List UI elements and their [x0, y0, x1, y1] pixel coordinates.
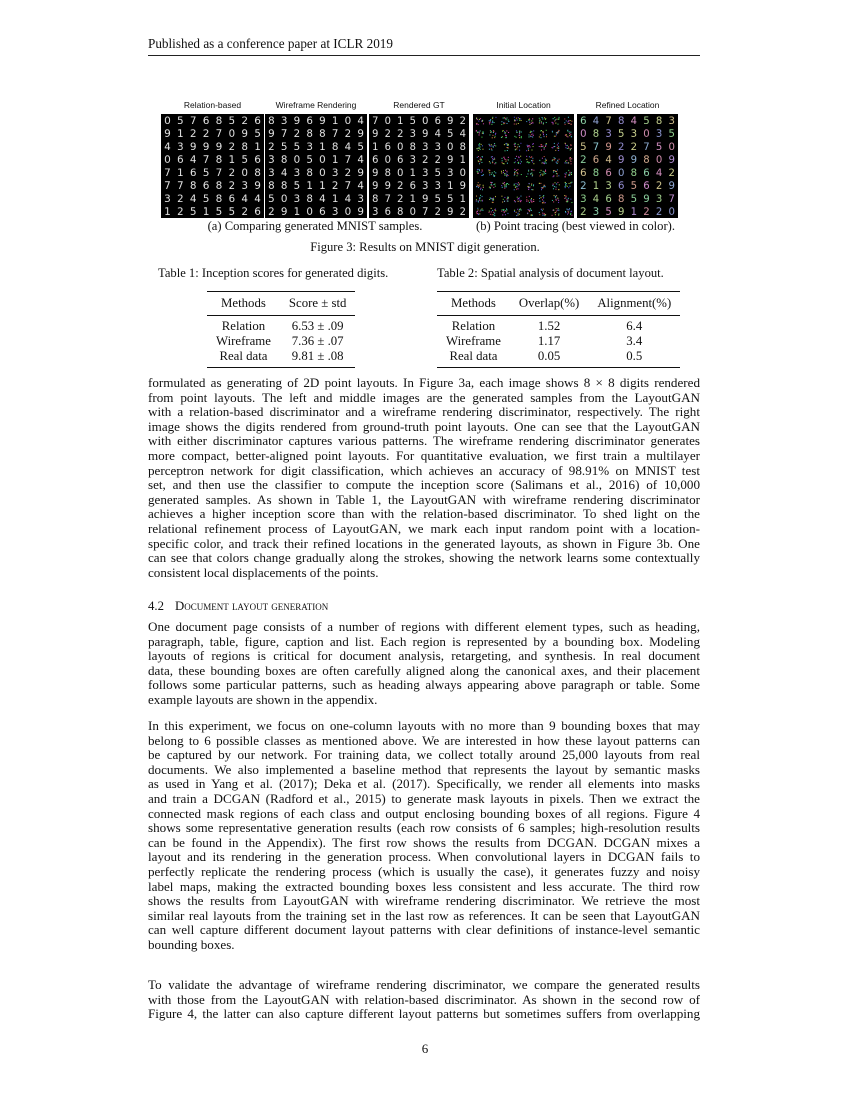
table-row	[207, 334, 355, 349]
panel-label: Relation-based	[183, 100, 242, 110]
text-line: more compact, better-aligned point layouts. For quantitative evaluation, we first train a multilayer	[148, 447, 700, 463]
text-line: In this experiment, we focus on one-column layouts with no more than 9 bounding boxes that may	[148, 718, 700, 733]
text-line: Figure 4, the latter can also capture different layout patterns but sometimes suffers from overlapping	[148, 1006, 700, 1022]
panel-label: Wireframe Rendering	[275, 100, 357, 110]
subcaption-a: (a) Comparing generated MNIST samples.	[207, 219, 423, 233]
text-line: image shows the digits rendered from ground-truth point layouts. One can see that the LayoutGAN	[148, 418, 700, 434]
text-line: data, these bounding boxes are often carefully aligned along the canonical axes, and their placement	[148, 662, 700, 678]
refined-location-image	[577, 114, 678, 218]
cell: Real data	[207, 349, 280, 368]
text-line: with those from the LayoutGAN with relation-based discriminator. As shown in the second row of	[148, 991, 700, 1007]
cell: 3.4	[626, 334, 643, 348]
text-line: from point layouts. The left and middle images are the generated samples from the LayoutGAN	[148, 389, 700, 405]
text-line: One document page consists of a number of regions with different element types, such as heading,	[148, 619, 700, 634]
text-line: bounding boxes.	[148, 936, 235, 952]
cell: 1.52	[537, 319, 561, 333]
text-line: can be found in the Appendix). The first row shows the results from DCGAN. DCGAN mixes a	[148, 834, 700, 850]
text-line: relational refinement process of LayoutGAN, we mark each input random point with a location-	[148, 520, 700, 536]
cell: 9.81 ± .08	[280, 349, 356, 368]
header-rule	[148, 55, 700, 56]
cell: Wireframe	[446, 334, 501, 348]
cell: Wireframe	[216, 334, 271, 348]
text-line: documents. We also implemented a baseline method that represents the layout by semantic masks	[148, 761, 700, 777]
cell: Relation	[451, 319, 496, 333]
cell: 6.53 ± .09	[291, 319, 344, 333]
cell: 0.05	[510, 349, 588, 368]
text-line: generated samples. As shown in Table 1, the LayoutGAN with wireframe rendering discriminator	[148, 491, 700, 507]
section-number: 4.2	[148, 599, 164, 613]
paragraph-mnist-results	[148, 376, 700, 580]
table-1	[207, 291, 355, 368]
table-row	[207, 349, 355, 368]
paragraph-document-layout	[148, 620, 700, 708]
rendered-gt-digits-image	[369, 114, 469, 218]
column-header: Overlap(%)	[510, 292, 588, 316]
text-line: To validate the advantage of wireframe rendering discriminator, we compare the generated results	[148, 977, 700, 992]
text-line: as used in Yang et al. (2017); Deka et al. (2017). Specifically, we render all elements into masks	[148, 776, 700, 792]
paragraph-validation	[148, 978, 700, 1022]
text-line: similar real layouts from the training set in the last row as references. It can be seen that LayoutGAN	[148, 907, 700, 923]
column-header: Alignment(%)	[588, 292, 680, 316]
text-line: label maps, making the extracted bounding boxes less consistent and less accurate. The third row	[148, 878, 700, 894]
table1-caption: Table 1: Inception scores for generated digits.	[158, 266, 389, 280]
cell: Relation	[221, 319, 266, 333]
text-line: connected mask regions of each class and output enclosing bounding boxes of all regions. Figure 4	[148, 805, 700, 821]
table-row	[437, 334, 680, 349]
text-line: consistent local displacements of the points.	[148, 564, 379, 580]
figure-caption: Figure 3: Results on MNIST digit generation.	[310, 240, 540, 254]
text-line: paragraph, table, figure, caption and list. Each region is represented by a bounding box. Modeling	[148, 633, 700, 649]
cell: 0.5	[588, 349, 680, 368]
panel-label: Initial Location	[496, 100, 551, 110]
running-header: Published as a conference paper at ICLR 2019	[148, 36, 393, 51]
section-title: Document layout generation	[175, 599, 329, 613]
cell: Real data	[437, 349, 510, 368]
cell: 1.17	[537, 334, 561, 348]
column-header: Methods	[207, 292, 280, 316]
cell: 7.36 ± .07	[291, 334, 344, 348]
subcaption-b: (b) Point tracing (best viewed in color).	[476, 219, 675, 233]
section-heading	[148, 599, 328, 614]
text-line: specific color, and track their refined locations in the generated layouts, as shown in Figure 3b. One	[148, 535, 700, 551]
panel-label: Rendered GT	[393, 100, 445, 110]
text-line: perfectly replicate the rendering process (which is usually the case), it generates fuzzy and noisy	[148, 863, 700, 879]
column-header: Score ± std	[280, 292, 356, 316]
table-2	[437, 291, 680, 368]
text-line: example layouts are shown in the appendix.	[148, 691, 378, 707]
text-line: set, and then use the classifier to compute the inception score (Salimans et al., 2016) of 10,000	[148, 477, 700, 493]
text-line: with either discriminator captures various patterns. The wireframe rendering discriminator generates	[148, 433, 700, 449]
paragraph-experiment	[148, 719, 700, 953]
text-line: can well capture different document layout patterns with clear definitions of instance-level semantic	[148, 922, 700, 938]
text-line: formulated as generating of 2D point layouts. In Figure 3a, each image shows 8 × 8 digits rendered	[148, 375, 700, 390]
table-row	[437, 316, 680, 335]
text-line: be captured by our network. For training data, we collect totally around 25,000 layouts from real	[148, 747, 700, 763]
text-line: and train a DCGAN (Radford et al., 2015) to generate mask layouts in pixels. Then we extract the	[148, 790, 700, 806]
panel-label: Refined Location	[595, 100, 660, 110]
column-header: Methods	[437, 292, 510, 316]
relation-based-digits-image	[161, 114, 264, 218]
table2-caption: Table 2: Spatial analysis of document layout.	[437, 266, 664, 280]
text-line: with a relation-based discriminator and a wireframe rendering discriminator, respectively. The right	[148, 404, 700, 420]
text-line: can see that colors change gradually along the strokes, showing the network learns some contextually	[148, 550, 700, 566]
text-line: belong to 6 possible classes as mentioned above. We are interested in how these layout patterns can	[148, 732, 700, 748]
initial-location-image	[473, 114, 574, 218]
text-line: layouts of regions is critical for document analysis, retargeting, and synthesis. In real document	[148, 648, 700, 664]
table-row	[437, 349, 680, 368]
text-line: shows the results from LayoutGAN with wireframe rendering discriminator. We retrieve the most	[148, 893, 700, 909]
table-row	[207, 316, 355, 335]
cell: 6.4	[626, 319, 643, 333]
text-line: achieves a higher inception score than with the relation-based discriminator. To shed light on the	[148, 506, 700, 522]
page-number: 6	[421, 1041, 429, 1056]
text-line: shows some representative generation results (each row consists of 6 samples; high-resolution results	[148, 820, 700, 836]
text-line: layout and its rendering in the generation process. When convolutional layers in DCGAN fails to	[148, 849, 700, 865]
wireframe-rendering-digits-image	[265, 114, 367, 218]
text-line: follows some particular patterns, such as heading always appearing above paragraph or table. Some	[148, 677, 700, 693]
text-line: perceptron network for digit classification, which achieves an accuracy of 98.91% on MNIST test	[148, 462, 700, 478]
